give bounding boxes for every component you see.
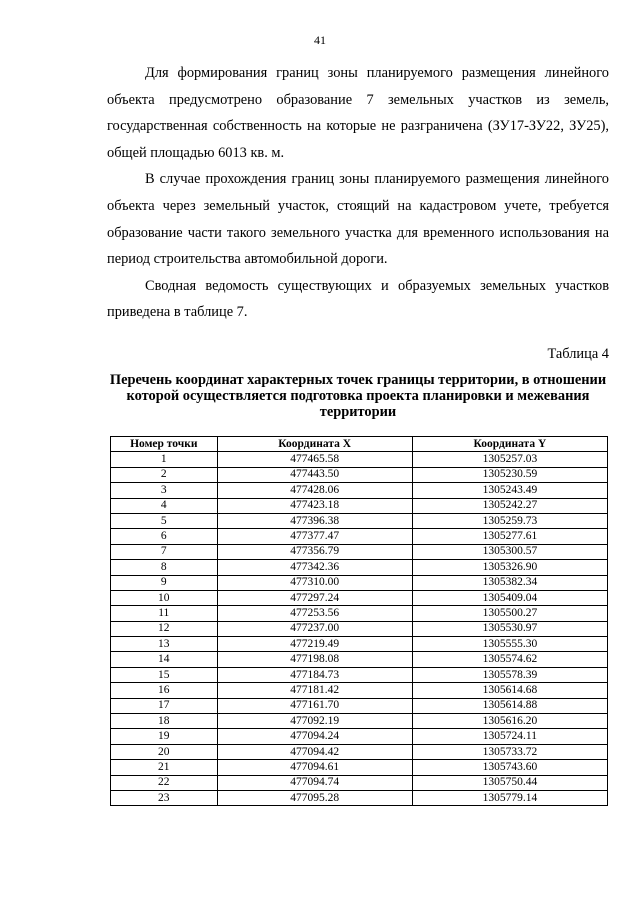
cell-coordinate-x: 477092.19 [217, 714, 412, 729]
cell-coordinate-x: 477219.49 [217, 637, 412, 652]
cell-coordinate-y: 1305614.88 [412, 698, 607, 713]
table-body [111, 452, 608, 806]
cell-point-number: 20 [111, 744, 218, 759]
cell-coordinate-x: 477342.36 [217, 560, 412, 575]
cell-coordinate-y: 1305382.34 [412, 575, 607, 590]
cell-point-number: 6 [111, 529, 218, 544]
cell-coordinate-y: 1305779.14 [412, 790, 607, 805]
cell-coordinate-y: 1305578.39 [412, 667, 607, 682]
cell-coordinate-y: 1305230.59 [412, 467, 607, 482]
cell-coordinate-x: 477443.50 [217, 467, 412, 482]
table-row [111, 590, 608, 605]
table-row [111, 637, 608, 652]
table-row [111, 498, 608, 513]
table-row [111, 714, 608, 729]
cell-coordinate-x: 477161.70 [217, 698, 412, 713]
table-row [111, 483, 608, 498]
cell-point-number: 18 [111, 714, 218, 729]
table-row [111, 683, 608, 698]
cell-coordinate-x: 477095.28 [217, 790, 412, 805]
table-title: Перечень координат характерных точек границы территории, в отношении которой осуществляется подготовка проекта планировки и межевания территории [109, 372, 607, 420]
cell-point-number: 2 [111, 467, 218, 482]
table-row [111, 698, 608, 713]
table-row [111, 790, 608, 805]
cell-coordinate-y: 1305243.49 [412, 483, 607, 498]
paragraph: Для формирования границ зоны планируемого размещения линейного объекта предусмотрено образование 7 земельных участков из земель, государственная собственность на которые не разграничена (ЗУ17-ЗУ22, ЗУ25), общей площадью 6013 кв. м. [107, 65, 609, 161]
cell-point-number: 11 [111, 606, 218, 621]
cell-point-number: 12 [111, 621, 218, 636]
table-row [111, 544, 608, 559]
cell-coordinate-x: 477181.42 [217, 683, 412, 698]
table-row [111, 729, 608, 744]
cell-point-number: 5 [111, 513, 218, 528]
table-row [111, 775, 608, 790]
cell-coordinate-x: 477423.18 [217, 498, 412, 513]
table-row [111, 529, 608, 544]
cell-point-number: 3 [111, 483, 218, 498]
paragraph: Сводная ведомость существующих и образуемых земельных участков приведена в таблице 7. [107, 277, 609, 321]
paragraph: В случае прохождения границ зоны планируемого размещения линейного объекта через земельный участок, стоящий на кадастровом учете, требуется образование части такого земельного участка для временного использования на период строительства автомобильной дороги. [107, 171, 609, 268]
table-row [111, 513, 608, 528]
cell-coordinate-x: 477184.73 [217, 667, 412, 682]
cell-coordinate-y: 1305257.03 [412, 452, 607, 467]
cell-coordinate-y: 1305242.27 [412, 498, 607, 513]
cell-coordinate-x: 477253.56 [217, 606, 412, 621]
cell-coordinate-y: 1305326.90 [412, 560, 607, 575]
table-row [111, 667, 608, 682]
cell-coordinate-y: 1305300.57 [412, 544, 607, 559]
table-label: Таблица 4 [547, 346, 609, 362]
cell-coordinate-x: 477198.08 [217, 652, 412, 667]
cell-point-number: 19 [111, 729, 218, 744]
cell-point-number: 9 [111, 575, 218, 590]
table-row [111, 575, 608, 590]
table-row [111, 452, 608, 467]
cell-coordinate-y: 1305555.30 [412, 637, 607, 652]
cell-coordinate-x: 477377.47 [217, 529, 412, 544]
cell-coordinate-y: 1305743.60 [412, 760, 607, 775]
table-row [111, 652, 608, 667]
table-row [111, 560, 608, 575]
cell-coordinate-x: 477237.00 [217, 621, 412, 636]
cell-coordinate-x: 477094.42 [217, 744, 412, 759]
cell-coordinate-x: 477297.24 [217, 590, 412, 605]
body-text [107, 60, 609, 326]
cell-coordinate-x: 477428.06 [217, 483, 412, 498]
cell-coordinate-y: 1305733.72 [412, 744, 607, 759]
cell-point-number: 23 [111, 790, 218, 805]
cell-coordinate-x: 477094.74 [217, 775, 412, 790]
cell-coordinate-x: 477094.24 [217, 729, 412, 744]
table-row [111, 621, 608, 636]
coordinates-table [110, 436, 608, 806]
cell-point-number: 22 [111, 775, 218, 790]
cell-point-number: 16 [111, 683, 218, 698]
cell-point-number: 14 [111, 652, 218, 667]
header-coordinate-y: Координата Y [412, 437, 607, 452]
table-row [111, 760, 608, 775]
cell-point-number: 7 [111, 544, 218, 559]
cell-coordinate-y: 1305259.73 [412, 513, 607, 528]
table-header-row [111, 437, 608, 452]
cell-point-number: 8 [111, 560, 218, 575]
cell-coordinate-x: 477310.00 [217, 575, 412, 590]
cell-coordinate-y: 1305574.62 [412, 652, 607, 667]
cell-coordinate-y: 1305616.20 [412, 714, 607, 729]
cell-coordinate-y: 1305724.11 [412, 729, 607, 744]
cell-coordinate-x: 477465.58 [217, 452, 412, 467]
cell-coordinate-y: 1305500.27 [412, 606, 607, 621]
cell-coordinate-x: 477356.79 [217, 544, 412, 559]
cell-coordinate-y: 1305750.44 [412, 775, 607, 790]
cell-point-number: 10 [111, 590, 218, 605]
cell-point-number: 1 [111, 452, 218, 467]
cell-coordinate-x: 477094.61 [217, 760, 412, 775]
cell-point-number: 17 [111, 698, 218, 713]
cell-point-number: 21 [111, 760, 218, 775]
cell-point-number: 13 [111, 637, 218, 652]
table-row [111, 606, 608, 621]
cell-point-number: 15 [111, 667, 218, 682]
cell-coordinate-x: 477396.38 [217, 513, 412, 528]
cell-coordinate-y: 1305409.04 [412, 590, 607, 605]
table-row [111, 744, 608, 759]
header-point-number: Номер точки [111, 437, 218, 452]
table-row [111, 467, 608, 482]
cell-coordinate-y: 1305277.61 [412, 529, 607, 544]
cell-coordinate-y: 1305530.97 [412, 621, 607, 636]
cell-coordinate-y: 1305614.68 [412, 683, 607, 698]
page-number: 41 [314, 33, 326, 47]
header-coordinate-x: Координата X [217, 437, 412, 452]
cell-point-number: 4 [111, 498, 218, 513]
